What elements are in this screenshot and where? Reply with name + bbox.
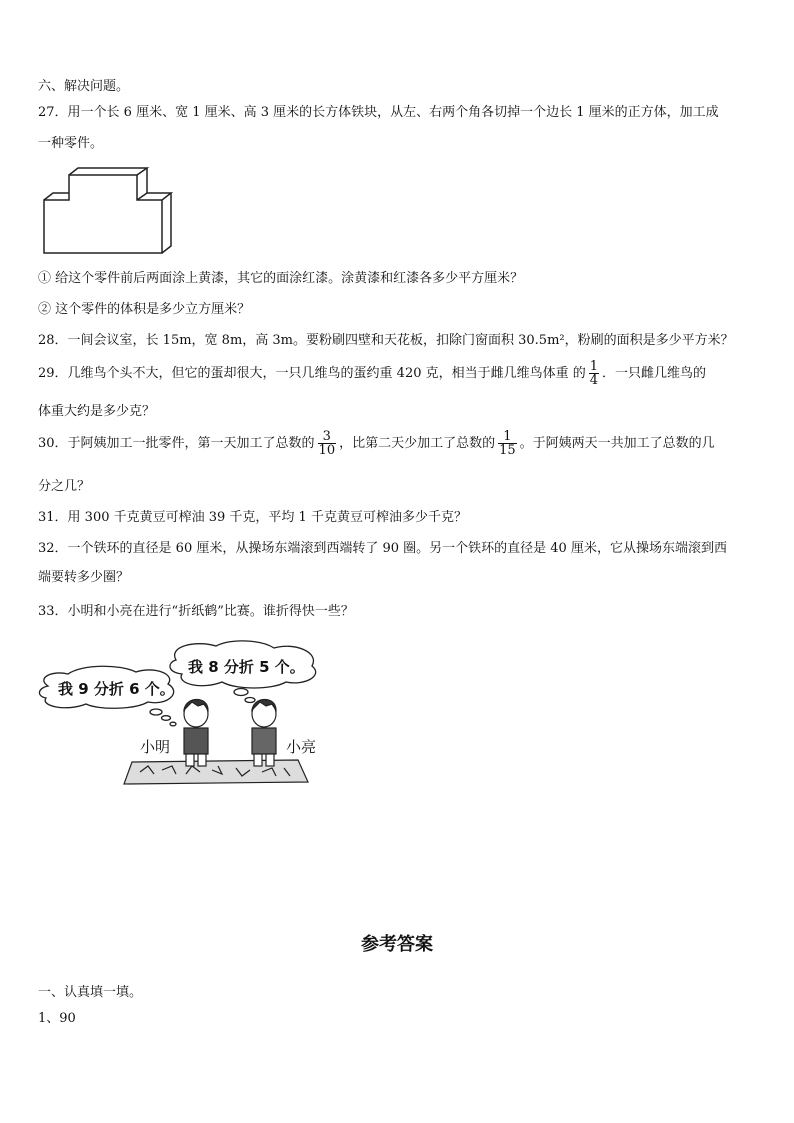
q32-line1: 32．一个铁环的直径是 60 厘米，从操场东端滚到西端转了 90 圈。另一个铁环的直径是 40 厘米，它从操场东端滚到西	[38, 541, 727, 556]
q30-line2: 分之几？	[38, 479, 91, 494]
q27-line1: 27．用一个长 6 厘米、宽 1 厘米、高 3 厘米的长方体铁块，从左、右两个角各切掉一个边长 1 厘米的正方体，加工成	[38, 105, 719, 120]
q27-sub2: ② 这个零件的体积是多少立方厘米？	[38, 302, 251, 317]
q29-line2: 体重大约是多少克？	[38, 404, 156, 419]
fraction-numerator: 3	[318, 430, 337, 444]
q30-part1: 30．于阿姨加工一批零件，第一天加工了总数的	[38, 436, 315, 451]
q32-line2: 端要转多少圈？	[38, 570, 130, 585]
q30-fraction-1	[318, 430, 337, 457]
q33: 33．小明和小亮在进行“折纸鹤”比赛。谁折得快一些？	[38, 604, 354, 619]
section-six-heading: 六、解决问题。	[38, 79, 130, 94]
q29-line1	[38, 360, 706, 387]
name-xiaoming: 小明	[140, 738, 171, 756]
q29-fraction	[589, 360, 599, 387]
section-one-heading: 一、认真填一填。	[38, 985, 143, 1000]
q28: 28．一间会议室，长 15m，宽 8m，高 3m。要粉刷四壁和天花板，扣除门窗面积 30.5m²，粉刷的面积是多少平方米？	[38, 333, 734, 348]
q27-line2: 一种零件。	[38, 136, 104, 151]
part-figure	[40, 163, 175, 255]
fraction-denominator: 4	[589, 373, 599, 388]
bubble-right-text: 我 8 分折 5 个。	[188, 658, 305, 676]
boy-xiaoming	[184, 700, 208, 767]
q27-sub1: ① 给这个零件前后两面涂上黄漆，其它的面涂红漆。涂黄漆和红漆各多少平方厘米？	[38, 271, 524, 286]
fraction-denominator: 10	[318, 443, 336, 458]
q33-illustration	[36, 640, 326, 790]
name-xiaoliang: 小亮	[286, 738, 317, 756]
boy-xiaoliang	[252, 700, 276, 767]
q29-after: ．一只雌几维鸟的	[602, 366, 707, 381]
fraction-numerator: 1	[589, 359, 599, 374]
fraction-denominator: 15	[499, 443, 516, 458]
q30-line1	[38, 430, 715, 457]
answer-1: 1、90	[38, 1011, 76, 1026]
q30-part3: 。于阿姨两天一共加工了总数的几	[519, 436, 715, 451]
answers-title: 参考答案	[361, 934, 433, 955]
q29-before: 29．几维鸟个头不大，但它的蛋却很大，一只几维鸟的蛋约重 420 克，相当于雌几维鸟体重 的	[38, 366, 586, 381]
paper-mat	[124, 760, 308, 784]
bubble-left-text: 我 9 分折 6 个。	[58, 680, 175, 698]
fraction-numerator: 1	[498, 430, 517, 444]
q30-part2: ，比第二天少加工了总数的	[339, 436, 496, 451]
q31: 31．用 300 千克黄豆可榨油 39 千克，平均 1 千克黄豆可榨油多少千克？	[38, 510, 467, 525]
q30-fraction-2	[498, 430, 517, 457]
